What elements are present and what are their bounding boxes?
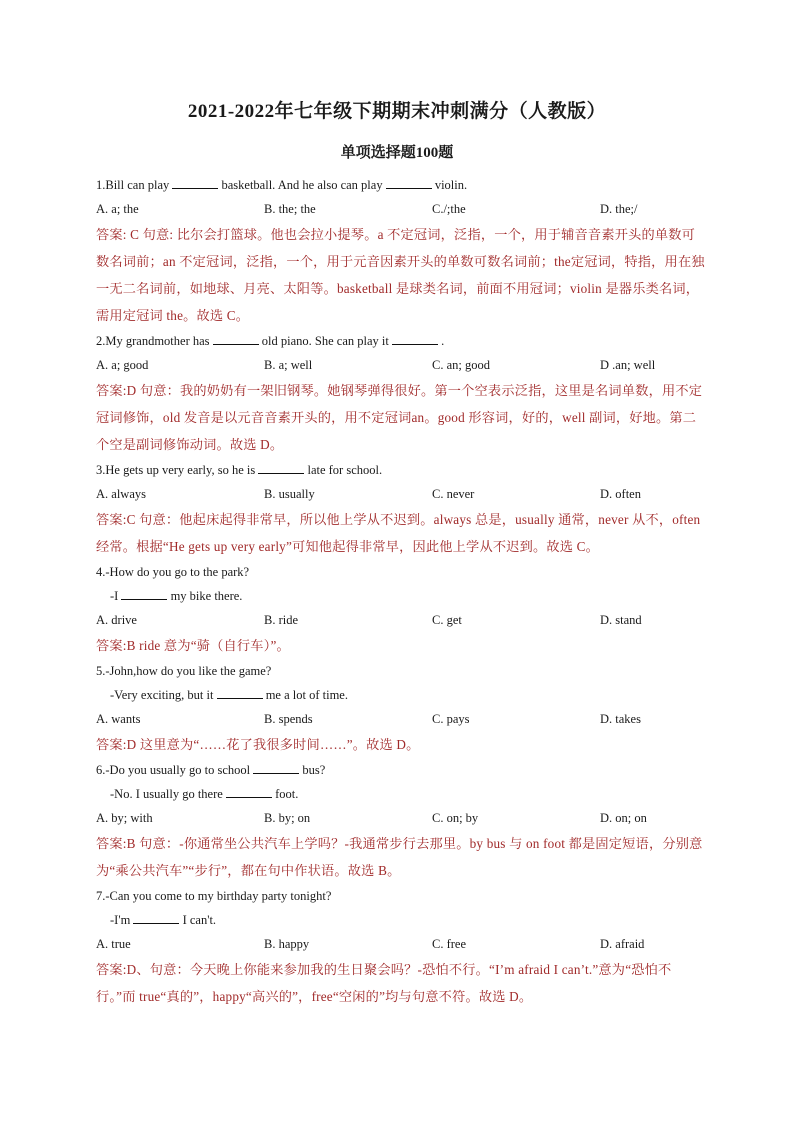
answer-blank	[253, 761, 299, 774]
option-item: D. afraid	[600, 937, 645, 951]
option-item: C. free	[432, 937, 467, 951]
option-row	[96, 608, 706, 632]
question-text: -I	[110, 589, 119, 603]
answer-explanation: 答案: C 句意: 比尔会打篮球。他也会拉小提琴。a 不定冠词，泛指，一个，用于辅音音素开头的单数可数名词前；an 不定冠词，泛指，一个，用于元音因素开头的单数可数名词前；the定冠词，特指，用在独一无二名词前，如地球、月亮、太阳等。basketball 是球类名词，前面不用冠词；violin 是器乐类名词，需用定冠词 the。故选 C。	[96, 227, 705, 323]
question-text: me a lot of time.	[265, 688, 348, 702]
question-stem	[96, 758, 706, 782]
answer-blank	[172, 176, 218, 189]
question-stem	[96, 458, 706, 482]
option-item: A. by; with	[96, 811, 153, 825]
option-row	[96, 707, 706, 731]
answer-blank	[217, 686, 263, 699]
option-row	[96, 197, 706, 221]
answer-blank	[133, 911, 179, 924]
option-item: D. on; on	[600, 811, 647, 825]
option-item: C. never	[432, 487, 475, 501]
question-block	[96, 659, 706, 758]
question-block	[96, 329, 706, 458]
question-stem	[96, 560, 706, 584]
option-item: A. always	[96, 487, 146, 501]
question-text: -I'm	[110, 913, 131, 927]
option-row	[96, 806, 706, 830]
option-item: A. true	[96, 937, 131, 951]
answer-blank	[121, 587, 167, 600]
option-item: C. get	[432, 613, 462, 627]
question-text: violin.	[434, 178, 468, 192]
answer-explanation: 答案:B 句意：-你通常坐公共汽车上学吗？-我通常步行去那里。by bus 与 on foot 都是固定短语，分别意为“乘公共汽车”“步行”，都在句中作状语。故选 B。	[96, 836, 703, 878]
option-item: A. a; good	[96, 358, 149, 372]
question-text: 7.-Can you come to my birthday party tonight?	[96, 889, 332, 903]
answer-blank	[213, 332, 259, 345]
question-text: basketball. And he also can play	[221, 178, 383, 192]
answer-blank	[258, 461, 304, 474]
question-response-line	[96, 782, 706, 806]
question-text: -Very exciting, but it	[110, 688, 214, 702]
question-text: 1.Bill can play	[96, 178, 170, 192]
answer-blank	[386, 176, 432, 189]
question-text: 2.My grandmother has	[96, 334, 210, 348]
question-text: 4.-How do you go to the park?	[96, 565, 250, 579]
answer-explanation: 答案:B ride 意为“骑（自行车）”。	[96, 638, 290, 653]
question-text: I can't.	[182, 913, 217, 927]
option-item: A. a; the	[96, 202, 139, 216]
option-item: D .an; well	[600, 358, 656, 372]
question-block	[96, 560, 706, 659]
document-title: 2021-2022年七年级下期期末冲刺满分（人教版）	[187, 101, 607, 122]
question-response-line	[96, 908, 706, 932]
answer-blank	[392, 332, 438, 345]
answer-explanation: 答案:D 句意：我的奶奶有一架旧钢琴。她钢琴弹得很好。第一个空表示泛指，这里是名词单数，用不定冠词修饰，old 发音是以元音音素开头的，用不定冠词an。good 形容词，好的，well 副词，好地。第二个空是副词修饰动词。故选 D。	[96, 383, 703, 452]
option-item: C. an; good	[432, 358, 490, 372]
question-block	[96, 758, 706, 884]
answer-explanation: 答案:D、句意：今天晚上你能来参加我的生日聚会吗？-恐怕不行。“I’m afraid I can’t.”意为“恐怕不行。”而 true“真的”，happy“高兴的”，free“空闲的”均与句意不符。故选 D。	[96, 962, 672, 1004]
question-text: old piano. She can play it	[261, 334, 389, 348]
option-item: D. stand	[600, 613, 642, 627]
question-text: my bike there.	[170, 589, 243, 603]
question-response-line	[96, 584, 706, 608]
answer-explanation: 答案:C 句意：他起床起得非常早，所以他上学从不迟到。always 总是，usually 通常，never 从不，often 经常。根据“He gets up very early”可知他起得非常早，因此他上学从不迟到。故选 C。	[96, 512, 701, 554]
option-item: B. happy	[264, 937, 310, 951]
question-text: 5.-John,how do you like the game?	[96, 664, 272, 678]
option-item: B. spends	[264, 712, 313, 726]
question-text: 3.He gets up very early, so he is	[96, 463, 256, 477]
question-text: .	[441, 334, 445, 348]
option-item: D. the;/	[600, 202, 638, 216]
question-stem	[96, 659, 706, 683]
option-item: B. by; on	[264, 811, 311, 825]
question-block	[96, 173, 706, 329]
option-item: A. drive	[96, 613, 137, 627]
option-item: A. wants	[96, 712, 141, 726]
question-text: 6.-Do you usually go to school	[96, 763, 251, 777]
question-block	[96, 458, 706, 560]
option-item: D. takes	[600, 712, 641, 726]
question-text: -No. I usually go there	[110, 787, 223, 801]
answer-blank	[226, 785, 272, 798]
option-item: B. the; the	[264, 202, 316, 216]
question-text: late for school.	[307, 463, 383, 477]
question-stem	[96, 884, 706, 908]
option-item: B. usually	[264, 487, 315, 501]
answer-explanation: 答案:D 这里意为“……花了我很多时间……”。故选 D。	[96, 737, 420, 752]
option-item: D. often	[600, 487, 641, 501]
option-item: B. a; well	[264, 358, 313, 372]
question-stem	[96, 329, 706, 353]
option-item: B. ride	[264, 613, 299, 627]
question-text: foot.	[275, 787, 299, 801]
question-text: bus?	[302, 763, 326, 777]
question-block	[96, 884, 706, 1010]
option-item: C. pays	[432, 712, 470, 726]
option-row	[96, 353, 706, 377]
document-subtitle: 单项选择题100题	[340, 145, 454, 161]
option-row	[96, 932, 706, 956]
question-list	[96, 173, 706, 1010]
option-item: C./;the	[432, 202, 466, 216]
option-item: C. on; by	[432, 811, 479, 825]
option-row	[96, 482, 706, 506]
question-response-line	[96, 683, 706, 707]
question-stem	[96, 173, 706, 197]
